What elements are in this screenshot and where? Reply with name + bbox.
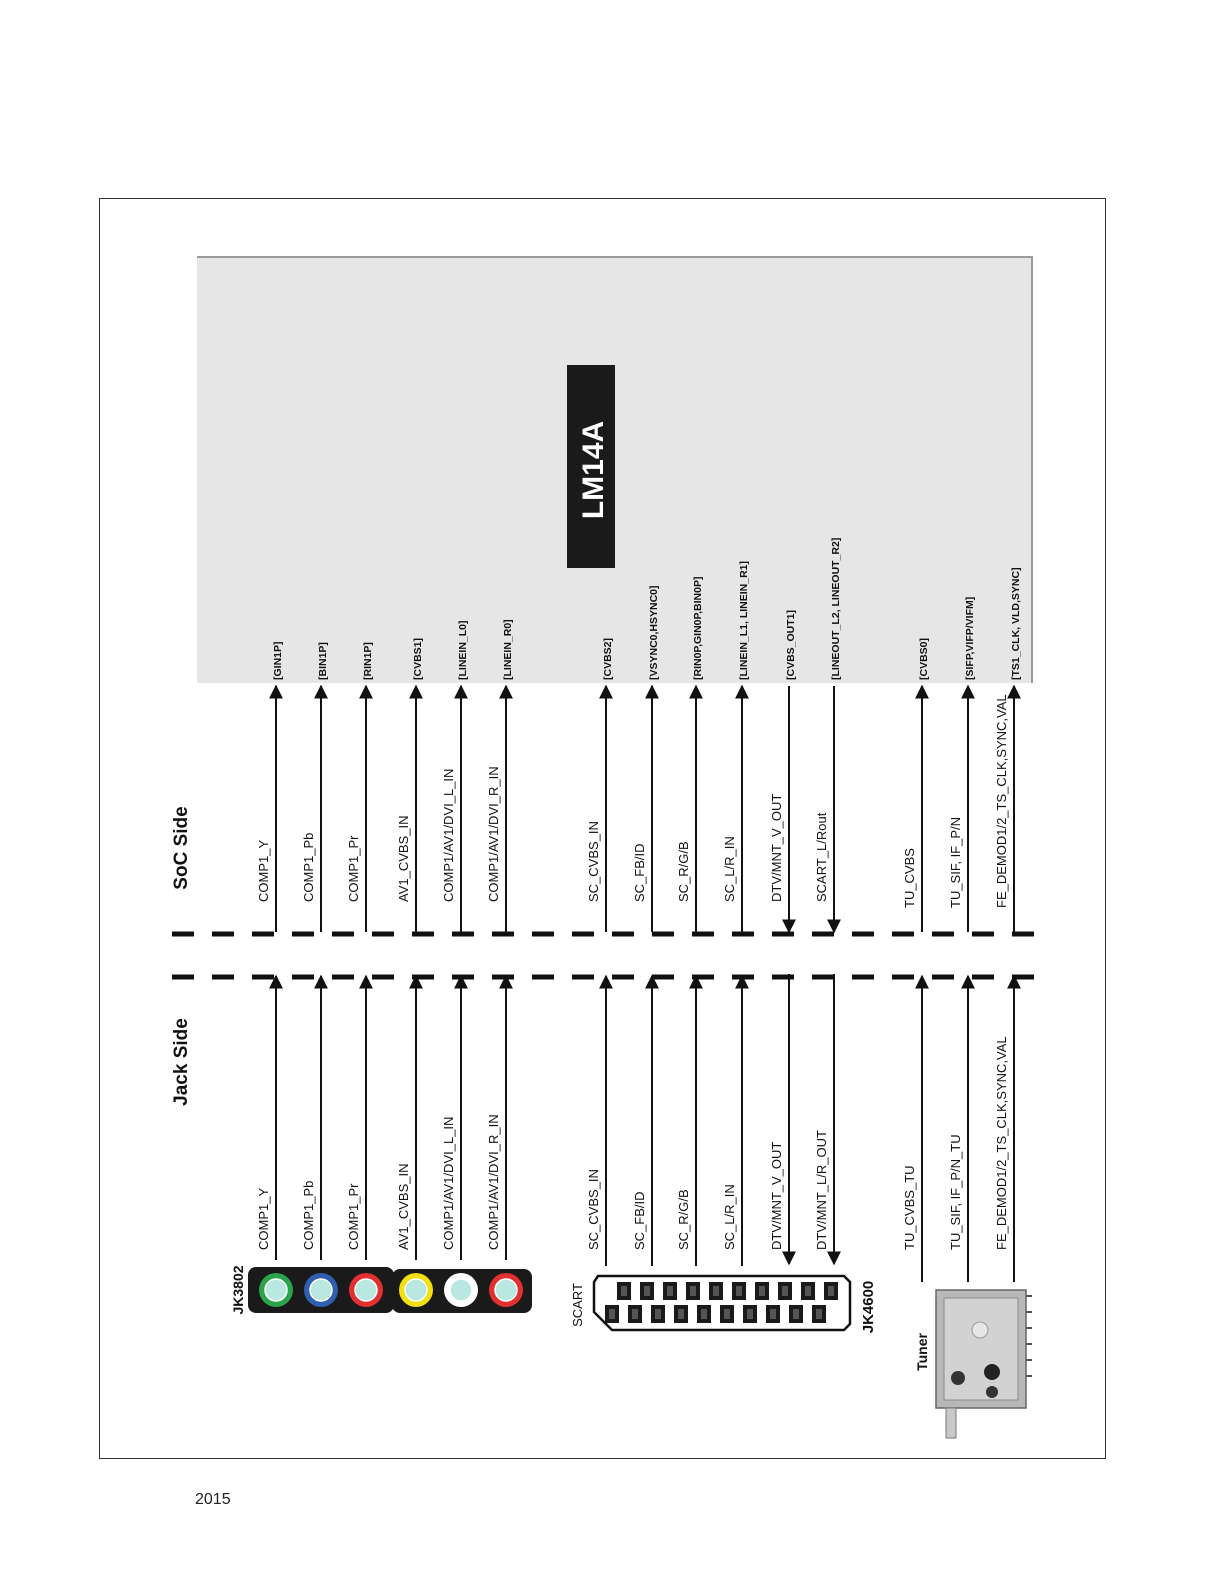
jack-signal-label: SC_R/G/B [676, 1189, 691, 1250]
jack-signal-label: COMP1/AV1/DVI_L_IN [441, 1116, 456, 1250]
soc-signal-label: COMP1_Y [256, 839, 271, 902]
scart-ref: JK4600 [860, 1280, 877, 1334]
soc-signal-label: COMP1_Pr [346, 835, 361, 902]
soc-pin-label: [CVBS0] [918, 637, 930, 680]
jack-signal-label: TU_CVBS_TU [902, 1165, 917, 1250]
jack-signal-label: COMP1_Pb [301, 1180, 316, 1250]
soc-signal-label: COMP1_Pb [301, 832, 316, 902]
soc-signal-label: DTV/MNT_V_OUT [769, 793, 784, 902]
jack-signal-label: COMP1/AV1/DVI_R_IN [486, 1114, 501, 1250]
soc-pin-label: [LINEIN_L0] [457, 620, 469, 680]
soc-pin-label: [CVBS1] [412, 637, 424, 680]
soc-pin-label: [LINEOUT_L2, LINEOUT_R2] [830, 537, 842, 680]
soc-pin-label: [CVBS2] [602, 637, 614, 680]
footer-year: 2015 [195, 1491, 231, 1508]
tuner-label: Tuner [914, 1333, 930, 1371]
soc-signal-label: TU_SIF, IF_P/N [948, 816, 963, 908]
soc-signal-label: TU_CVBS [902, 848, 917, 908]
soc-signal-label: SCART_L/Rout [814, 812, 829, 902]
soc-side-title: SoC Side [171, 806, 192, 890]
soc-signal-label: SC_R/G/B [676, 841, 691, 902]
scart-label: SCART [570, 1283, 585, 1327]
soc-pin-label: [BIN1P] [317, 642, 329, 680]
jack-signal-label: TU_SIF, IF_P/N_TU [948, 1134, 963, 1250]
scart-connector [594, 1276, 850, 1330]
jack-signal-label: SC_L/R_IN [722, 1184, 737, 1250]
soc-signal-label: SC_L/R_IN [722, 836, 737, 902]
jack-signal-label: SC_FB/ID [632, 1191, 647, 1250]
jack-signal-label: COMP1_Pr [346, 1183, 361, 1250]
jack-signal-label: AV1_CVBS_IN [396, 1163, 411, 1250]
soc-pin-label: [CVBS_OUT1] [785, 609, 797, 680]
soc-pin-label: [VSYNC0,HSYNC0] [648, 585, 660, 680]
soc-pin-label: [SIFP,VIFP/VIFM] [964, 596, 976, 680]
rca-jack [304, 1273, 338, 1307]
rca-jack [399, 1273, 433, 1307]
signal-layer [256, 538, 1022, 1282]
jack-side-title: Jack Side [171, 1018, 192, 1106]
rca-jack [444, 1273, 478, 1307]
jack-signal-label: DTV/MNT_L/R_OUT [814, 1130, 829, 1250]
soc-pin-label: [RIN0P,GIN0P,BIN0P] [692, 576, 704, 680]
soc-signal-label: FE_DEMOD1/2_TS_CLK,SYNC,VAL [994, 694, 1009, 908]
jack-signal-label: FE_DEMOD1/2_TS_CLK,SYNC,VAL [994, 1036, 1009, 1250]
tuner-module [936, 1290, 1032, 1438]
soc-pin-label: [GIN1P] [272, 641, 284, 680]
soc-signal-label: SC_FB/ID [632, 843, 647, 902]
rca-jack [349, 1273, 383, 1307]
soc-signal-label: COMP1/AV1/DVI_R_IN [486, 766, 501, 902]
soc-pin-label: [LINEIN_R0] [502, 619, 514, 680]
soc-signal-label: COMP1/AV1/DVI_L_IN [441, 768, 456, 902]
component-jack-connector [248, 1267, 532, 1313]
soc-signal-label: AV1_CVBS_IN [396, 815, 411, 902]
rca-jack [259, 1273, 293, 1307]
rca-jack [489, 1273, 523, 1307]
jack-signal-label: COMP1_Y [256, 1187, 271, 1250]
soc-signal-label: SC_CVBS_IN [586, 821, 601, 902]
soc-pin-label: [TS1_CLK, VLD,SYNC] [1010, 567, 1022, 680]
soc-pin-label: [RIN1P] [362, 642, 374, 680]
jack-signal-label: SC_CVBS_IN [586, 1169, 601, 1250]
chip-name: LM14A [577, 420, 610, 520]
jack-signal-label: DTV/MNT_V_OUT [769, 1141, 784, 1250]
component-jack-ref: JK3802 [230, 1265, 246, 1315]
soc-pin-label: [LINEIN_L1, LINEIN_R1] [738, 560, 750, 680]
